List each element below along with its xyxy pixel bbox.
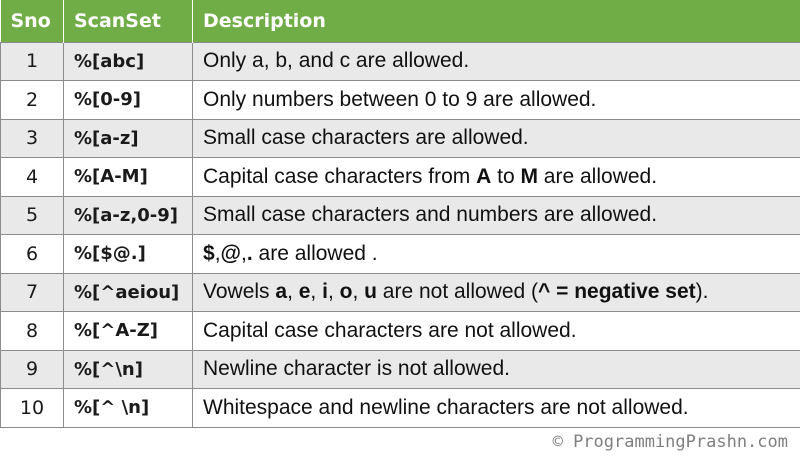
description-emphasis: a bbox=[275, 280, 288, 304]
description-emphasis: ^ = negative set bbox=[538, 280, 696, 304]
table-row bbox=[1, 389, 800, 428]
description-emphasis: i bbox=[322, 280, 328, 304]
description-text: Only numbers between 0 to 9 are allowed. bbox=[203, 87, 597, 111]
description-text: Capital case characters from bbox=[203, 164, 477, 188]
description-cell bbox=[193, 235, 800, 274]
scanset-cell: %[0-9] bbox=[64, 81, 193, 120]
scanset-cell: %[^A-Z] bbox=[64, 312, 193, 351]
table-row bbox=[1, 42, 800, 81]
sno-cell: 5 bbox=[1, 196, 64, 235]
description-emphasis: o bbox=[339, 280, 353, 304]
scanset-cell: %[a-z] bbox=[64, 119, 193, 158]
table-row bbox=[1, 312, 800, 351]
sno-cell: 1 bbox=[1, 42, 64, 81]
description-text: , bbox=[287, 280, 299, 304]
sno-cell: 2 bbox=[1, 81, 64, 120]
sno-cell: 8 bbox=[1, 312, 64, 351]
description-text: , bbox=[241, 241, 247, 265]
description-text: are allowed . bbox=[252, 241, 378, 265]
description-emphasis: $ bbox=[203, 241, 215, 265]
description-cell bbox=[193, 42, 800, 81]
description-emphasis: A bbox=[476, 164, 492, 188]
description-cell bbox=[193, 196, 800, 235]
description-text: ). bbox=[695, 280, 709, 304]
table-row bbox=[1, 273, 800, 312]
description-text: , bbox=[214, 241, 221, 265]
copyright-footer: © ProgrammingPrashn.com bbox=[552, 432, 788, 452]
scanset-cell: %[abc] bbox=[64, 42, 193, 81]
description-cell bbox=[193, 389, 800, 428]
description-cell bbox=[193, 273, 800, 312]
scanset-cell: %[$@.] bbox=[64, 235, 193, 274]
description-text: Small case characters are allowed. bbox=[203, 126, 529, 150]
description-text: , bbox=[352, 280, 365, 304]
description-cell bbox=[193, 81, 800, 120]
sno-cell: 9 bbox=[1, 350, 64, 389]
sno-cell: 7 bbox=[1, 273, 64, 312]
description-emphasis: e bbox=[298, 280, 311, 304]
description-text: are not allowed ( bbox=[376, 280, 539, 304]
description-text: , bbox=[327, 280, 340, 304]
header-row bbox=[1, 0, 800, 42]
table-row bbox=[1, 235, 800, 274]
description-cell bbox=[193, 312, 800, 351]
table-row bbox=[1, 119, 800, 158]
description-emphasis: . bbox=[246, 241, 253, 265]
description-text: Only a, b, and c are allowed. bbox=[203, 49, 470, 73]
sno-cell: 4 bbox=[1, 158, 64, 197]
scanset-cell: %[a-z,0-9] bbox=[64, 196, 193, 235]
table-row bbox=[1, 196, 800, 235]
description-emphasis: @ bbox=[220, 241, 242, 265]
description-text: to bbox=[491, 164, 521, 188]
description-cell bbox=[193, 350, 800, 389]
sno-cell: 6 bbox=[1, 235, 64, 274]
description-emphasis: M bbox=[520, 164, 538, 188]
column-header-sno: Sno bbox=[1, 0, 64, 42]
column-header-description: Description bbox=[193, 0, 800, 42]
description-text: Vowels bbox=[203, 280, 276, 304]
table-header bbox=[1, 0, 800, 42]
description-text: Newline character is not allowed. bbox=[203, 357, 510, 381]
table-row bbox=[1, 350, 800, 389]
scanset-cell: %[^\n] bbox=[64, 350, 193, 389]
description-text: Small case characters and numbers are allowed. bbox=[203, 203, 658, 227]
scanset-cell: %[A-M] bbox=[64, 158, 193, 197]
description-text: , bbox=[310, 280, 323, 304]
description-text: Whitespace and newline characters are not allowed. bbox=[203, 395, 689, 419]
table-row bbox=[1, 81, 800, 120]
table-row bbox=[1, 158, 800, 197]
sno-cell: 10 bbox=[1, 389, 64, 428]
description-text: are allowed. bbox=[537, 164, 658, 188]
description-cell bbox=[193, 158, 800, 197]
table-body bbox=[1, 42, 800, 427]
scanset-cell: %[^aeiou] bbox=[64, 273, 193, 312]
description-text: Capital case characters are not allowed. bbox=[203, 318, 577, 342]
description-cell bbox=[193, 119, 800, 158]
column-header-scanset: ScanSet bbox=[64, 0, 193, 42]
scanset-cell: %[^ \n] bbox=[64, 389, 193, 428]
description-emphasis: u bbox=[364, 280, 377, 304]
sno-cell: 3 bbox=[1, 119, 64, 158]
